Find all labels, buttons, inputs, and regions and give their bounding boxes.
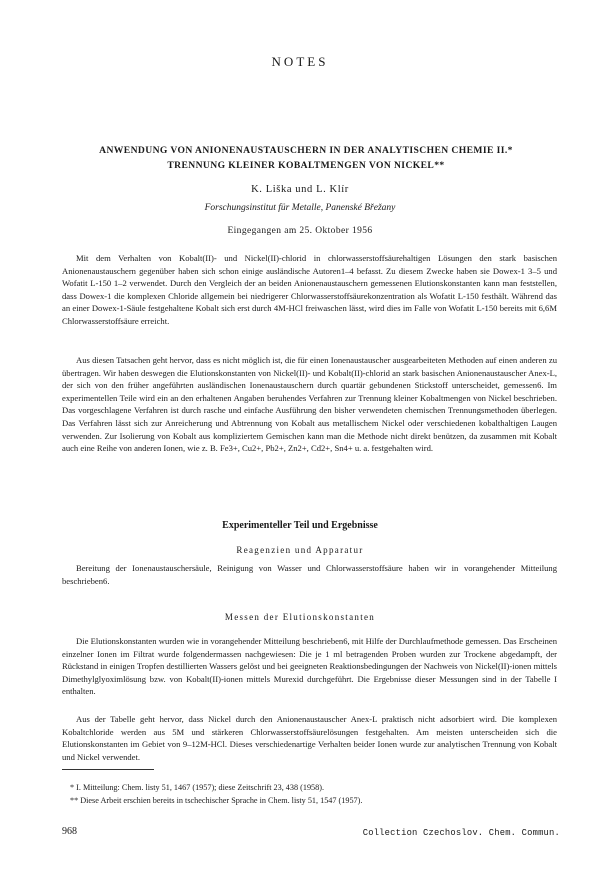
journal-name: Collection Czechoslov. Chem. Commun. [362, 828, 560, 838]
body-paragraph-5: Aus der Tabelle geht hervor, dass Nickel durch den Anionenaustauscher Anex-L praktisch nicht adsorbiert wird. Die komplexen Kobaltchloride werden aus 5M und stärkeren Chlorwasserstoffsäurelösungen festgehalten. Am meisten unterscheiden sich die Elutionskonstanten im Gebiet von 9–12M-HCl. Dieses verschiedenartige Verhalten beider Ionen wurde zur analytischen Trennung von Kobalt und Nickel verwendet. [62, 714, 557, 762]
article-title [56, 143, 556, 173]
section-title-experimental: Experimenteller Teil und Ergebnisse [222, 520, 378, 531]
received-date: Eingegangen am 25. Oktober 1956 [227, 226, 373, 236]
subsection-title-reagents: Reagenzien und Apparatur [236, 545, 364, 555]
page-number: 968 [62, 826, 77, 837]
body-paragraph-2: Aus diesen Tatsachen geht hervor, dass es nicht möglich ist, die für einen Ionenaustauscher ausgearbeiteten Methoden auf einen anderen zu übertragen. Wir haben deswegen die Elutionskonstanten von Nickel(II)- und Kobalt(II)-chlorid an stark basischen Anionenaustauscher Anex-L, der sich von den früher angeführten ausländischen Ionenaustauschern durch quartär gebundenen Stickstoff unterscheidet, gemessen6. Im experimentellen Teile wird ein an den erhaltenen Angaben beruhendes Verfahren zur Trennung kleiner Kobaltmengen von Nickel beschrieben. Das vorgeschlagene Verfahren ist durch rasche und einfache Ausführung den bisher verwendeten chemischen Trennungsmethoden überlegen. Das Verfahren lässt sich zur Anreicherung und Abtrennung von Kobalt aus metallischem Nickel oder verschiedenen kobalthaltigen Laugen verwenden. Zur Isolierung von Kobalt aus kompliziertem Gemischen kann man die Methode nicht direkt benützen, da zusammen mit Kobalt auch eine Reihe von anderen Ionen, wie z. B. Fe3+, Cu2+, Pb2+, Zn2+, Cd2+, Sn4+ u. a. festgehalten wird. [62, 355, 557, 454]
body-paragraph-4: Die Elutionskonstanten wurden wie in vorangehender Mitteilung beschrieben6, mit Hilfe der Durchlaufmethode gemessen. Das Erscheinen einzelner Ionen im Filtrat wurde folgendermassen nachgewiesen: Die je 1 ml betragenden Proben wurden zur Trockene abgedampft, der Rückstand in einigen Tropfen destillierten Wassers gelöst und bei geeigneten Reaktionsbedingungen der Nachweis von Nickel(II)-ionen mittels Dimethylglyoximlösung bzw. von Kobalt(II)-ionen mittels Murexid durchgeführt. Die Ergebnisse dieser Messungen sind in der Tabelle I enthalten. [62, 636, 557, 697]
title-line-2: TRENNUNG KLEINER KOBALTMENGEN VON NICKEL** [167, 160, 445, 171]
subsection-title-measurement: Messen der Elutionskonstanten [224, 612, 376, 622]
body-paragraph-1: Mit dem Verhalten von Kobalt(II)- und Nickel(II)-chlorid in chlorwasserstoffsäurehaltigen Lösungen den stark basischen Anionenaustauschern gegenüber haben sich schon einige ausländische Autoren1–4 befasst. Zu diesem Zwecke haben sie Dowex-1 3–5 und Wofatit L-150 1–2 verwendet. Durch den Vergleich der an beiden Anionenaustauschern gemessenen Elutionskonstanten kann man feststellen, dass Dowex-1 die komplexen Chloride allgemein bei niedrigerer Chlorwasserstoffsäurekonzentration als Wofatit L-150 festhält. Während das an einer Dowex-1-Säule festgehaltene Kobalt sich erst durch 4M-HCl freiwaschen lässt, wird dies im Falle von Wofatit L-150 bereits mit 6,6M Chlorwasserstoffsäure erreicht. [62, 253, 557, 326]
footnote-2: ** Diese Arbeit erschien bereits in tschechischer Sprache in Chem. listy 51, 1547 (1957). [70, 796, 363, 805]
section-heading: NOTES [271, 54, 329, 69]
article-authors: K. Liška und L. Klír [251, 184, 349, 195]
title-line-1: ANWENDUNG VON ANIONENAUSTAUSCHERN IN DER ANALYTISCHEN CHEMIE II.* [99, 145, 513, 156]
body-paragraph-3: Bereitung der Ionenaustauschersäule, Reinigung von Wasser und Chlorwasserstoffsäure haben wir in vorangehender Mitteilung beschrieben6. [62, 563, 557, 586]
footnote-divider [62, 769, 154, 770]
article-institute: Forschungsinstitut für Metalle, Panenské Břežany [204, 203, 396, 213]
footnote-1: * I. Mitteilung: Chem. listy 51, 1467 (1957); diese Zeitschrift 23, 438 (1958). [70, 783, 325, 792]
